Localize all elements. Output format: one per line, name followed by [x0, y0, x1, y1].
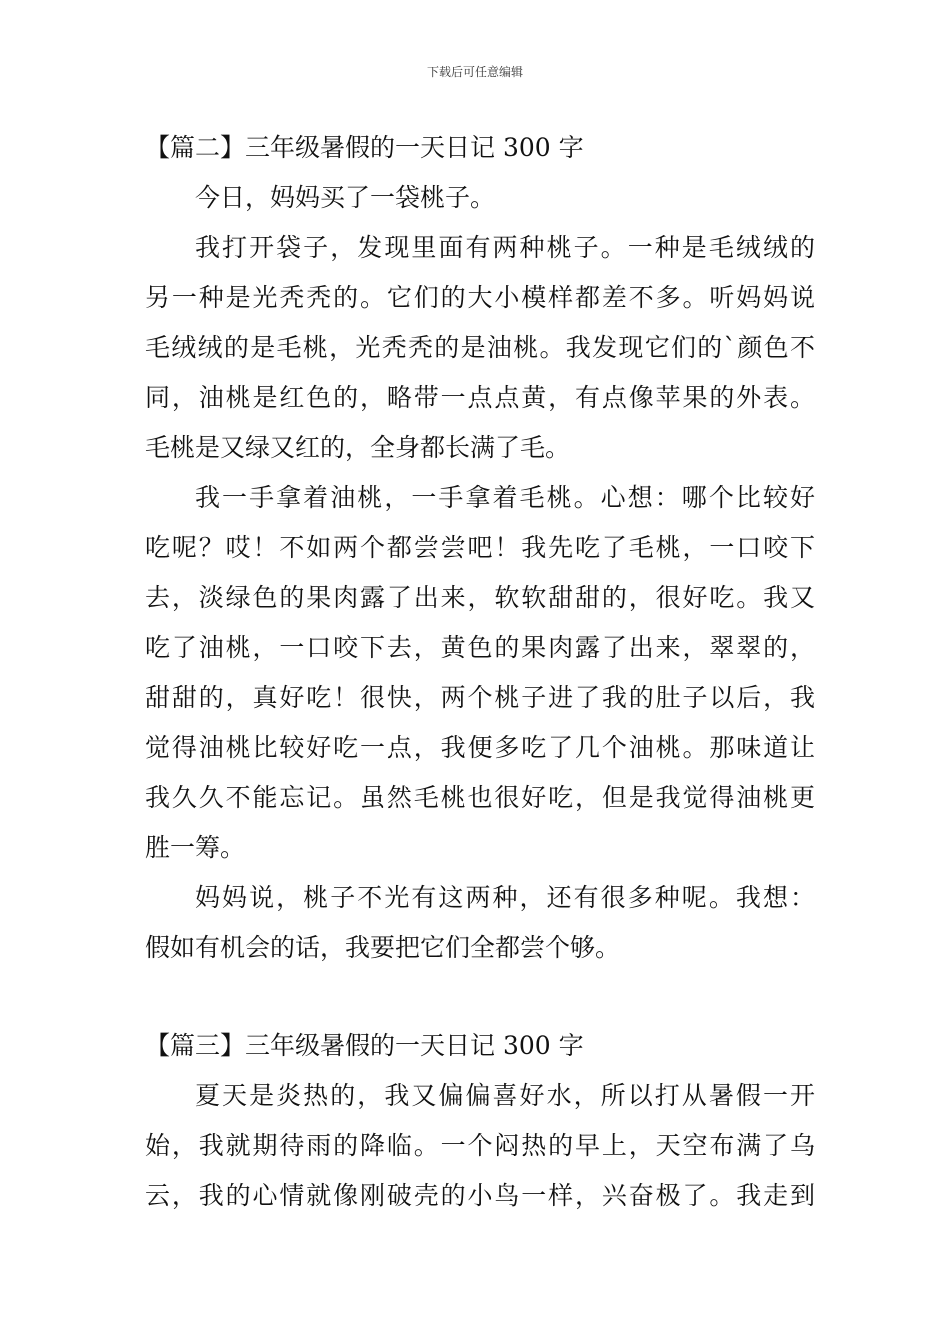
paragraph-line: 同，油桃是红色的，略带一点点黄，有点像苹果的外表。	[145, 383, 815, 412]
paragraph-line: 毛桃是又绿又红的，全身都长满了毛。	[145, 433, 571, 462]
paragraph-line: 我打开袋子，发现里面有两种桃子。一种是毛绒绒的	[195, 233, 815, 262]
paragraph-line: 我一手拿着油桃，一手拿着毛桃。心想：哪个比较好	[195, 483, 815, 512]
section-heading-part2: 【篇二】三年级暑假的一天日记 300 字	[145, 133, 584, 162]
paragraph-line: 毛绒绒的是毛桃，光秃秃的是油桃。我发现它们的`颜色不	[145, 333, 815, 362]
paragraph-line: 甜甜的，真好吃！很快，两个桃子进了我的肚子以后，我	[145, 683, 815, 712]
paragraph-line: 我久久不能忘记。虽然毛桃也很好吃，但是我觉得油桃更	[145, 783, 815, 812]
section-heading-part3: 【篇三】三年级暑假的一天日记 300 字	[145, 1031, 584, 1060]
paragraph-line: 另一种是光秃秃的。它们的大小模样都差不多。听妈妈说	[145, 283, 815, 312]
paragraph-line: 去，淡绿色的果肉露了出来，软软甜甜的，很好吃。我又	[145, 583, 815, 612]
paragraph-line: 假如有机会的话，我要把它们全都尝个够。	[145, 933, 621, 962]
paragraph-line: 胜一筹。	[145, 833, 246, 862]
paragraph-line: 夏天是炎热的，我又偏偏喜好水，所以打从暑假一开	[195, 1081, 815, 1110]
paragraph-line: 云，我的心情就像刚破壳的小鸟一样，兴奋极了。我走到	[145, 1181, 815, 1210]
paragraph-line: 觉得油桃比较好吃一点，我便多吃了几个油桃。那味道让	[145, 733, 815, 762]
paragraph-line: 妈妈说，桃子不光有这两种，还有很多种呢。我想：	[195, 883, 815, 912]
page-header-note: 下载后可任意编辑	[426, 65, 523, 79]
paragraph-line: 吃呢？哎！不如两个都尝尝吧！我先吃了毛桃，一口咬下	[145, 533, 815, 562]
paragraph-line: 始，我就期待雨的降临。一个闷热的早上，天空布满了乌	[145, 1131, 815, 1160]
paragraph-line: 今日，妈妈买了一袋桃子。	[195, 183, 496, 212]
paragraph-line: 吃了油桃，一口咬下去，黄色的果肉露了出来，翠翠的，	[145, 633, 815, 662]
